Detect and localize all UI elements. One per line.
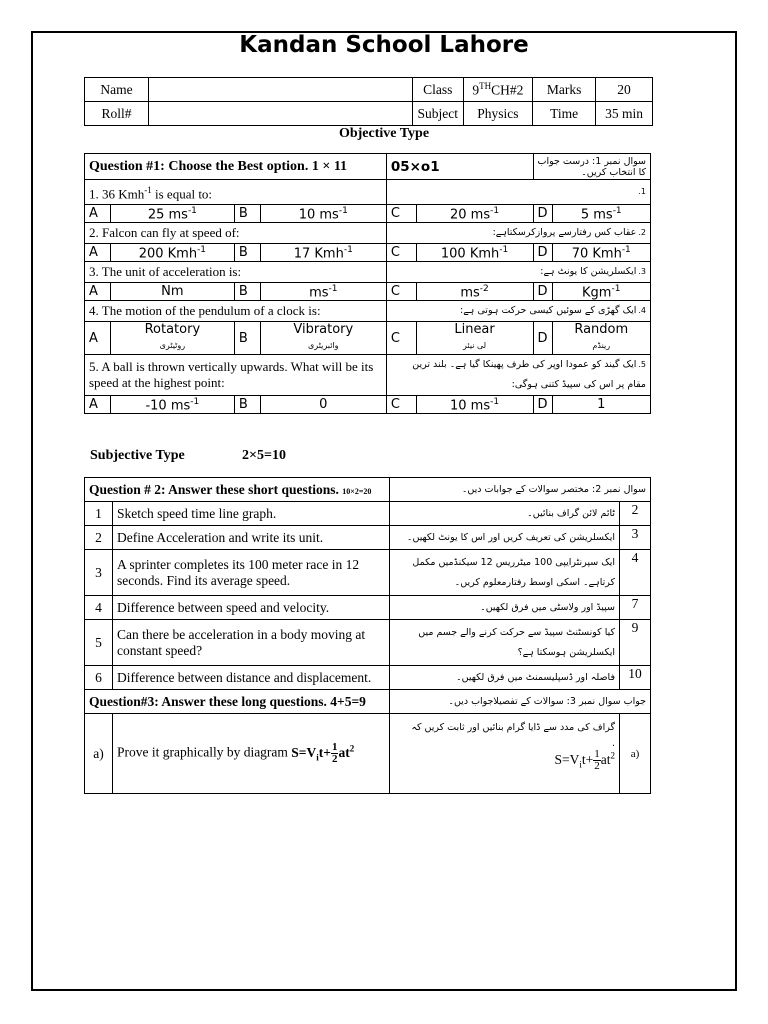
school-title: Kandan School Lahore bbox=[239, 32, 529, 58]
option-sup: -1 bbox=[197, 244, 207, 255]
option-b[interactable] bbox=[260, 396, 386, 414]
option-urdu: روٹیٹری bbox=[159, 341, 186, 351]
urdu-question-number: 4 bbox=[620, 550, 651, 596]
option-urdu: وائبریٹری bbox=[308, 341, 339, 351]
short-question-number: 6 bbox=[85, 666, 113, 690]
mcq-question-urdu bbox=[386, 301, 650, 322]
short-question-urdu: ٹائم لائن گراف بنائیں۔ bbox=[390, 502, 620, 526]
mcq-question-row bbox=[85, 223, 651, 244]
marks-value: 20 bbox=[596, 78, 653, 102]
fraction-numerator: 1 bbox=[331, 741, 338, 753]
urdu-question-number: 9 bbox=[620, 620, 651, 666]
urdu-question-text: ایکسلریشن کا یونٹ ہے: bbox=[540, 266, 637, 278]
class-value: 9THCH#2 bbox=[463, 78, 532, 102]
urdu-long-text: گراف کی مدد سے ڈایا گرام بنائیں اور ثابت کریں کہ bbox=[411, 722, 615, 733]
option-text: 100 Kmh bbox=[440, 245, 500, 261]
time-label: Time bbox=[533, 102, 596, 126]
option-text: 10 ms bbox=[450, 397, 491, 413]
short-question-text: Can there be acceleration in a body moving at constant speed? bbox=[112, 620, 389, 666]
option-c[interactable] bbox=[416, 322, 533, 355]
formula-part: at bbox=[600, 751, 611, 767]
short-question-urdu: ایکسلریشن کی تعریف کریں اور اس کا یونٹ لکھیں۔ bbox=[390, 526, 620, 550]
question-text: The motion of the pendulum of a clock is: bbox=[101, 303, 321, 319]
option-text: 5 ms bbox=[580, 206, 613, 222]
mcq-question-text bbox=[85, 180, 387, 205]
urdu-dot: . bbox=[611, 738, 615, 749]
short-question-number: 2 bbox=[85, 526, 113, 550]
mcq-question-urdu bbox=[386, 355, 650, 396]
question-number: 1. bbox=[89, 186, 99, 202]
option-c[interactable] bbox=[416, 396, 533, 414]
question-text: A ball is thrown vertically upwards. What will be its speed at the highest point: bbox=[89, 359, 374, 391]
mcq-question-text bbox=[85, 301, 387, 322]
option-a[interactable] bbox=[110, 283, 234, 301]
question2-title: Question # 2: Answer these short questions. 10×2=20 bbox=[85, 478, 390, 502]
question1-marks: 05×o1 bbox=[386, 154, 533, 180]
mcq-question-row bbox=[85, 180, 651, 205]
short-questions-table bbox=[84, 477, 651, 794]
option-urdu: لی نیئر bbox=[462, 341, 487, 351]
option-letter-c: C bbox=[386, 244, 416, 262]
option-sup: -1 bbox=[499, 244, 509, 255]
fraction-denominator: 2 bbox=[594, 760, 600, 772]
equation-of-motion bbox=[554, 748, 615, 772]
short-question-text: A sprinter completes its 100 meter race in 12 seconds. Find its average speed. bbox=[112, 550, 389, 596]
option-a[interactable] bbox=[110, 244, 234, 262]
option-text: Kgm bbox=[582, 284, 612, 300]
option-sup: -1 bbox=[187, 205, 197, 216]
formula-part: S=V bbox=[554, 751, 580, 767]
option-text: 0 bbox=[319, 397, 328, 413]
option-sup: -1 bbox=[490, 396, 500, 407]
option-text: 10 ms bbox=[298, 206, 339, 222]
question2-urdu: سوال نمبر 2: مختصر سوالات کے جوابات دیں۔ bbox=[390, 478, 651, 502]
option-letter-c: C bbox=[386, 396, 416, 414]
option-text: Vibratory bbox=[293, 322, 354, 338]
formula-superscript: 2 bbox=[349, 743, 355, 754]
question-text-rest: is equal to: bbox=[151, 186, 213, 202]
urdu-question-text: ایک گیند کو عمودا اوپر کی طرف پھینکا گیا ہے۔ بلند ترین مقام پر اس کی سپیڈ کتنی ہوگی: bbox=[412, 359, 646, 391]
question-text: Falcon can fly at speed of: bbox=[102, 225, 240, 241]
option-letter-c: C bbox=[386, 322, 416, 355]
option-letter-a: A bbox=[85, 205, 111, 223]
question-number: 3. bbox=[89, 264, 99, 280]
question-text-sup: -1 bbox=[144, 185, 152, 195]
option-d[interactable] bbox=[552, 244, 650, 262]
subject-label: Subject bbox=[412, 102, 463, 126]
short-question-row bbox=[85, 502, 651, 526]
student-info-table bbox=[84, 77, 653, 126]
option-sup: -1 bbox=[490, 205, 500, 216]
urdu-question-number: 10 bbox=[620, 666, 651, 690]
option-letter-d: D bbox=[533, 283, 552, 301]
option-c[interactable] bbox=[416, 205, 533, 223]
long-question-text bbox=[112, 714, 389, 794]
urdu-question-number: 1. bbox=[638, 187, 646, 197]
option-letter-b: B bbox=[234, 205, 260, 223]
urdu-long-number: a) bbox=[620, 714, 651, 794]
short-question-text: Difference between distance and displacement. bbox=[112, 666, 389, 690]
option-b[interactable] bbox=[260, 283, 386, 301]
option-text: 70 Kmh bbox=[571, 245, 622, 261]
urdu-question-number: 7 bbox=[620, 596, 651, 620]
option-sup: -1 bbox=[621, 244, 631, 255]
urdu-question-number: 4. bbox=[638, 306, 646, 316]
urdu-question-number: 3 bbox=[620, 526, 651, 550]
option-letter-c: C bbox=[386, 283, 416, 301]
option-sup: -1 bbox=[611, 283, 621, 294]
subjective-marks: 2×5=10 bbox=[242, 448, 286, 463]
short-question-row bbox=[85, 526, 651, 550]
short-question-number: 3 bbox=[85, 550, 113, 596]
option-text: 20 ms bbox=[450, 206, 491, 222]
question-number: 2. bbox=[89, 225, 99, 241]
formula-part: t+ bbox=[318, 744, 331, 760]
short-question-text: Define Acceleration and write its unit. bbox=[112, 526, 389, 550]
option-sup: -1 bbox=[338, 205, 348, 216]
short-question-row bbox=[85, 550, 651, 596]
option-d[interactable] bbox=[552, 205, 650, 223]
question3-title: Question#3: Answer these long questions. 4+5=9 bbox=[85, 690, 390, 714]
mcq-question-text bbox=[85, 223, 387, 244]
subjective-heading: Subjective Type bbox=[90, 448, 185, 463]
urdu-question-number: 5. bbox=[638, 360, 646, 370]
formula-part: S=V bbox=[291, 744, 317, 760]
option-text: Random bbox=[574, 322, 629, 338]
name-label: Name bbox=[85, 78, 149, 102]
question-number: 4. bbox=[89, 303, 99, 319]
option-a[interactable] bbox=[110, 322, 234, 355]
fraction-denominator: 2 bbox=[331, 753, 338, 765]
roll-label: Roll# bbox=[85, 102, 149, 126]
question-number: 5. bbox=[89, 359, 99, 375]
option-c[interactable] bbox=[416, 283, 533, 301]
option-text: 200 Kmh bbox=[138, 245, 198, 261]
question-text: The unit of acceleration is: bbox=[101, 264, 242, 280]
urdu-question-number: 2. bbox=[638, 228, 646, 238]
mcq-question-row bbox=[85, 301, 651, 322]
short-question-urdu: کیا کونسٹنٹ سپیڈ سے حرکت کرنے والے جسم میں ایکسلریشن ہوسکتا ہے؟ bbox=[390, 620, 620, 666]
mcq-options-row bbox=[85, 322, 651, 355]
short-question-text: Difference between speed and velocity. bbox=[112, 596, 389, 620]
short-question-row bbox=[85, 620, 651, 666]
urdu-question-text: ایک گھڑی کے سوئیں کیسی حرکت ہوتی ہے: bbox=[460, 305, 637, 317]
short-question-number: 5 bbox=[85, 620, 113, 666]
option-text: ms bbox=[460, 284, 480, 300]
option-text: 1 bbox=[597, 397, 606, 413]
short-question-number: 1 bbox=[85, 502, 113, 526]
urdu-formula-wrap bbox=[394, 749, 615, 772]
mcq-question-urdu bbox=[386, 262, 650, 283]
formula-superscript: 2 bbox=[610, 750, 615, 761]
question1-urdu: سوال نمبر 1: درست جواب کا انتخاب کریں۔ bbox=[533, 154, 651, 180]
short-question-urdu: ایک سپرنٹرایپی 100 میٹرریس 12 سیکنڈمیں مکمل کرتاہے۔ اسکی اوسط رفتارمعلوم کریں۔ bbox=[390, 550, 620, 596]
mcq-options-row bbox=[85, 396, 651, 414]
long-question-row bbox=[85, 714, 651, 794]
mcq-options-row bbox=[85, 244, 651, 262]
mcq-options-row bbox=[85, 283, 651, 301]
option-sup: -1 bbox=[612, 205, 622, 216]
short-question-text: Sketch speed time line graph. bbox=[112, 502, 389, 526]
option-a[interactable] bbox=[110, 396, 234, 414]
objective-heading: Objective Type bbox=[338, 126, 430, 141]
subject-value: Physics bbox=[463, 102, 532, 126]
option-text: 17 Kmh bbox=[293, 245, 344, 261]
option-text: ms bbox=[309, 284, 329, 300]
long-question-label: Prove it graphically by diagram bbox=[116, 744, 288, 760]
option-letter-b: B bbox=[234, 244, 260, 262]
time-value: 35 min bbox=[596, 102, 653, 126]
option-sup: -1 bbox=[190, 396, 200, 407]
formula-part: at bbox=[338, 744, 350, 760]
option-b[interactable] bbox=[260, 205, 386, 223]
marks-label: Marks bbox=[533, 78, 596, 102]
short-question-number: 4 bbox=[85, 596, 113, 620]
question-text: 36 Kmh bbox=[102, 186, 145, 202]
short-question-urdu: سپیڈ اور ولاسٹی میں فرق لکھیں۔ bbox=[390, 596, 620, 620]
option-sup: -1 bbox=[328, 283, 338, 294]
option-b[interactable] bbox=[260, 322, 386, 355]
fraction-numerator: 1 bbox=[594, 748, 600, 760]
option-letter-b: B bbox=[234, 322, 260, 355]
option-letter-d: D bbox=[533, 205, 552, 223]
formula-subscript: i bbox=[316, 752, 319, 763]
option-letter-d: D bbox=[533, 244, 552, 262]
option-text: Nm bbox=[161, 284, 184, 300]
class-label: Class bbox=[412, 78, 463, 102]
option-letter-a: A bbox=[85, 283, 111, 301]
formula-subscript: i bbox=[579, 759, 582, 770]
option-urdu: رینڈم bbox=[592, 341, 611, 351]
mcq-question-urdu bbox=[386, 180, 650, 205]
option-letter-c: C bbox=[386, 205, 416, 223]
formula-part: t+ bbox=[581, 751, 594, 767]
short-question-urdu: فاصلہ اور ڈسپلیسمنٹ میں فرق لکھیں۔ bbox=[390, 666, 620, 690]
long-question-urdu bbox=[390, 714, 620, 794]
mcq-question-text bbox=[85, 355, 387, 396]
option-letter-d: D bbox=[533, 396, 552, 414]
option-letter-a: A bbox=[85, 244, 111, 262]
mcq-question-text bbox=[85, 262, 387, 283]
option-text: Rotatory bbox=[144, 322, 201, 338]
question3-urdu: جواب سوال نمبر 3: سوالات کے تفصیلاجواب دیں۔ bbox=[390, 690, 651, 714]
option-letter-a: A bbox=[85, 396, 111, 414]
urdu-question-text: عقاب کس رفتارسے پروازکرسکتاہے: bbox=[492, 227, 637, 239]
option-sup: -2 bbox=[479, 283, 489, 294]
mcq-question-urdu bbox=[386, 223, 650, 244]
option-b[interactable] bbox=[260, 244, 386, 262]
urdu-question-number: 3. bbox=[638, 267, 646, 277]
mcq-question-row bbox=[85, 262, 651, 283]
option-a[interactable] bbox=[110, 205, 234, 223]
option-letter-d: D bbox=[533, 322, 552, 355]
equation-of-motion bbox=[291, 741, 355, 765]
fraction bbox=[593, 749, 601, 772]
option-c[interactable] bbox=[416, 244, 533, 262]
option-letter-b: B bbox=[234, 283, 260, 301]
option-text: 25 ms bbox=[147, 206, 188, 222]
option-sup: -1 bbox=[343, 244, 353, 255]
option-d[interactable] bbox=[552, 396, 650, 414]
mcq-question-row bbox=[85, 355, 651, 396]
mcq-options-row bbox=[85, 205, 651, 223]
question1-title: Question #1: Choose the Best option. 1 × 11 bbox=[85, 154, 387, 180]
option-d[interactable] bbox=[552, 322, 650, 355]
short-question-row bbox=[85, 596, 651, 620]
option-text: -10 ms bbox=[145, 397, 191, 413]
urdu-question-number: 2 bbox=[620, 502, 651, 526]
mcq-table bbox=[84, 153, 651, 414]
option-text: Linear bbox=[454, 322, 495, 338]
option-letter-b: B bbox=[234, 396, 260, 414]
name-field[interactable] bbox=[149, 78, 413, 102]
option-d[interactable] bbox=[552, 283, 650, 301]
option-letter-a: A bbox=[85, 322, 111, 355]
roll-field[interactable] bbox=[149, 102, 413, 126]
long-question-number: a) bbox=[85, 714, 113, 794]
short-question-row bbox=[85, 666, 651, 690]
